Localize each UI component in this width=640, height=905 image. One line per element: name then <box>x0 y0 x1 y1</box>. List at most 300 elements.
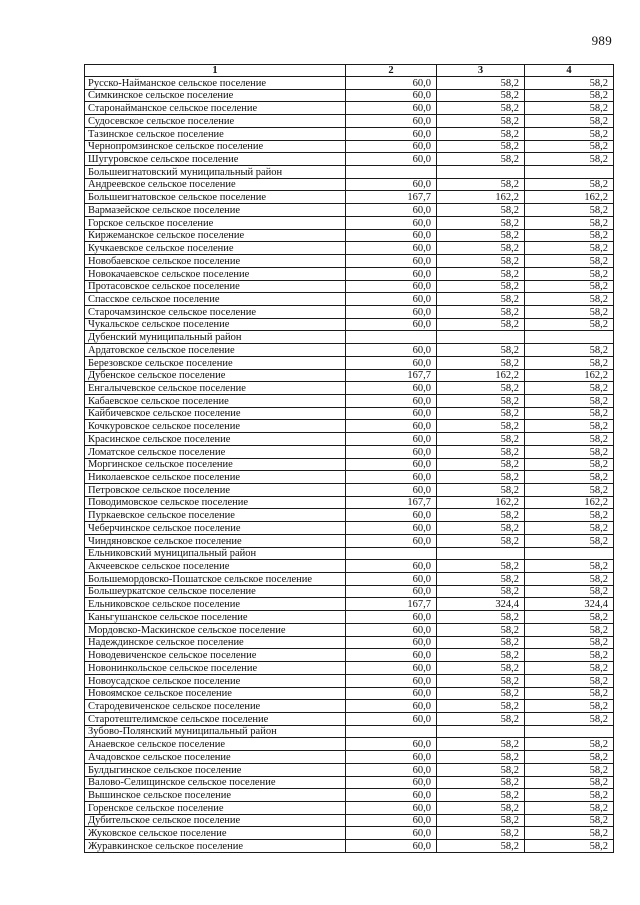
table-header <box>85 65 614 77</box>
col2-value: 60,0 <box>346 534 437 547</box>
col4-value: 58,2 <box>525 674 614 687</box>
col2-value: 60,0 <box>346 356 437 369</box>
header-row <box>85 65 614 77</box>
col3-value: 58,2 <box>437 216 525 229</box>
table-row <box>85 827 614 840</box>
settlement-name: Дубительское сельское поселение <box>85 814 346 827</box>
col4-value: 58,2 <box>525 712 614 725</box>
settlement-name: Новонинкольское сельское поселение <box>85 662 346 675</box>
col3-value: 58,2 <box>437 662 525 675</box>
table-row <box>85 623 614 636</box>
col2-value: 60,0 <box>346 738 437 751</box>
empty-cell <box>437 725 525 738</box>
col3-value: 58,2 <box>437 318 525 331</box>
col2-value: 60,0 <box>346 814 437 827</box>
settlement-name: Новобаевское сельское поселение <box>85 255 346 268</box>
table-row <box>85 674 614 687</box>
settlement-name: Новоямское сельское поселение <box>85 687 346 700</box>
settlement-name: Горенское сельское поселение <box>85 801 346 814</box>
settlement-name: Петровское сельское поселение <box>85 484 346 497</box>
table-row <box>85 585 614 598</box>
col3-value: 58,2 <box>437 522 525 535</box>
settlement-name: Пуркаевское сельское поселение <box>85 509 346 522</box>
col4-value: 58,2 <box>525 255 614 268</box>
table-row <box>85 471 614 484</box>
settlement-name: Новоусадское сельское поселение <box>85 674 346 687</box>
col2-value: 60,0 <box>346 522 437 535</box>
table-row <box>85 115 614 128</box>
col4-value: 58,2 <box>525 445 614 458</box>
col3-value: 58,2 <box>437 509 525 522</box>
settlement-name: Валово-Селищинское сельское поселение <box>85 776 346 789</box>
col2-value: 60,0 <box>346 662 437 675</box>
page-number: 989 <box>591 33 612 48</box>
col4-value: 58,2 <box>525 394 614 407</box>
settlement-name: Вышинское сельское поселение <box>85 789 346 802</box>
empty-cell <box>437 331 525 344</box>
col2-value: 60,0 <box>346 471 437 484</box>
col3-value: 58,2 <box>437 420 525 433</box>
col3-value: 162,2 <box>437 496 525 509</box>
table-row <box>85 407 614 420</box>
col2-value: 60,0 <box>346 77 437 90</box>
table-row <box>85 840 614 853</box>
settlement-name: Старочамзинское сельское поселение <box>85 305 346 318</box>
settlement-name: Новокачаевское сельское поселение <box>85 267 346 280</box>
col4-value: 58,2 <box>525 636 614 649</box>
col4-value: 58,2 <box>525 458 614 471</box>
col4-value: 58,2 <box>525 611 614 624</box>
col4-value: 58,2 <box>525 471 614 484</box>
table-row <box>85 344 614 357</box>
col4-value: 58,2 <box>525 623 614 636</box>
table-row <box>85 394 614 407</box>
col2-value: 60,0 <box>346 611 437 624</box>
col2-value: 60,0 <box>346 445 437 458</box>
col3-value: 58,2 <box>437 356 525 369</box>
empty-cell <box>525 331 614 344</box>
col4-value: 162,2 <box>525 369 614 382</box>
district-name: Ельниковский муниципальный район <box>85 547 346 560</box>
settlement-name: Чукальское сельское поселение <box>85 318 346 331</box>
col2-value: 60,0 <box>346 242 437 255</box>
col2-value: 60,0 <box>346 712 437 725</box>
table-row <box>85 484 614 497</box>
settlement-name: Судосевское сельское поселение <box>85 115 346 128</box>
district-row <box>85 331 614 344</box>
col2-value: 60,0 <box>346 204 437 217</box>
table-row <box>85 89 614 102</box>
col3-value: 58,2 <box>437 382 525 395</box>
col4-value: 58,2 <box>525 814 614 827</box>
table-row <box>85 178 614 191</box>
settlement-name: Надеждинское сельское поселение <box>85 636 346 649</box>
col2-value: 60,0 <box>346 636 437 649</box>
col2-value: 60,0 <box>346 89 437 102</box>
col4-value: 58,2 <box>525 140 614 153</box>
col2-value: 60,0 <box>346 293 437 306</box>
col3-value: 58,2 <box>437 127 525 140</box>
empty-cell <box>437 547 525 560</box>
settlement-name: Горское сельское поселение <box>85 216 346 229</box>
district-name: Большеигнатовский муниципальный район <box>85 166 346 179</box>
column-3-number: 3 <box>437 65 525 77</box>
col2-value: 167,7 <box>346 191 437 204</box>
col2-value: 60,0 <box>346 623 437 636</box>
settlement-name: Журавкинское сельское поселение <box>85 840 346 853</box>
col4-value: 162,2 <box>525 191 614 204</box>
col3-value: 58,2 <box>437 140 525 153</box>
settlement-name: Чернопромзинское сельское поселение <box>85 140 346 153</box>
settlement-name: Симкинское сельское поселение <box>85 89 346 102</box>
col2-value: 60,0 <box>346 700 437 713</box>
settlement-name: Протасовское сельское поселение <box>85 280 346 293</box>
settlement-name: Енгалычевское сельское поселение <box>85 382 346 395</box>
col3-value: 58,2 <box>437 585 525 598</box>
table-row <box>85 102 614 115</box>
col3-value: 58,2 <box>437 394 525 407</box>
col2-value: 60,0 <box>346 585 437 598</box>
col3-value: 58,2 <box>437 433 525 446</box>
col2-value: 60,0 <box>346 407 437 420</box>
col2-value: 60,0 <box>346 305 437 318</box>
col4-value: 58,2 <box>525 77 614 90</box>
table-row <box>85 305 614 318</box>
col2-value: 60,0 <box>346 420 437 433</box>
table-row <box>85 445 614 458</box>
table-row <box>85 534 614 547</box>
settlement-name: Шугуровское сельское поселение <box>85 153 346 166</box>
table-row <box>85 255 614 268</box>
settlement-name: Большемордовско-Пошатское сельское поселение <box>85 573 346 586</box>
col4-value: 58,2 <box>525 115 614 128</box>
col2-value: 60,0 <box>346 801 437 814</box>
table-row <box>85 751 614 764</box>
col2-value: 60,0 <box>346 267 437 280</box>
settlement-name: Анаевское сельское поселение <box>85 738 346 751</box>
col4-value: 58,2 <box>525 789 614 802</box>
col3-value: 58,2 <box>437 573 525 586</box>
settlement-name: Чеберчинское сельское поселение <box>85 522 346 535</box>
col4-value: 58,2 <box>525 178 614 191</box>
col2-value: 60,0 <box>346 318 437 331</box>
district-name: Дубенский муниципальный район <box>85 331 346 344</box>
col4-value: 58,2 <box>525 751 614 764</box>
col4-value: 58,2 <box>525 522 614 535</box>
col3-value: 58,2 <box>437 115 525 128</box>
table-row <box>85 712 614 725</box>
col2-value: 60,0 <box>346 776 437 789</box>
table-row <box>85 77 614 90</box>
col3-value: 162,2 <box>437 369 525 382</box>
table-row <box>85 509 614 522</box>
table-row <box>85 191 614 204</box>
col2-value: 60,0 <box>346 255 437 268</box>
col2-value: 60,0 <box>346 763 437 776</box>
col3-value: 58,2 <box>437 751 525 764</box>
table-row <box>85 611 614 624</box>
col4-value: 58,2 <box>525 382 614 395</box>
table-row <box>85 153 614 166</box>
empty-cell <box>525 725 614 738</box>
col2-value: 60,0 <box>346 102 437 115</box>
settlement-name: Кучкаевское сельское поселение <box>85 242 346 255</box>
col4-value: 58,2 <box>525 801 614 814</box>
col4-value: 58,2 <box>525 560 614 573</box>
table-row <box>85 229 614 242</box>
table-row <box>85 369 614 382</box>
col2-value: 60,0 <box>346 394 437 407</box>
col3-value: 58,2 <box>437 776 525 789</box>
col3-value: 58,2 <box>437 178 525 191</box>
col3-value: 58,2 <box>437 445 525 458</box>
col4-value: 58,2 <box>525 407 614 420</box>
table-row <box>85 801 614 814</box>
settlement-name: Кайбичевское сельское поселение <box>85 407 346 420</box>
table-row <box>85 420 614 433</box>
empty-cell <box>346 166 437 179</box>
table-row <box>85 280 614 293</box>
table-row <box>85 687 614 700</box>
table-row <box>85 814 614 827</box>
table-row <box>85 776 614 789</box>
col2-value: 60,0 <box>346 178 437 191</box>
col4-value: 58,2 <box>525 293 614 306</box>
settlement-name: Акчеевское сельское поселение <box>85 560 346 573</box>
table-row <box>85 127 614 140</box>
col4-value: 58,2 <box>525 280 614 293</box>
col3-value: 58,2 <box>437 153 525 166</box>
col3-value: 58,2 <box>437 560 525 573</box>
settlement-name: Кочкуровское сельское поселение <box>85 420 346 433</box>
col2-value: 60,0 <box>346 127 437 140</box>
column-2-number: 2 <box>346 65 437 77</box>
district-row <box>85 547 614 560</box>
table-row <box>85 636 614 649</box>
col4-value: 58,2 <box>525 356 614 369</box>
table-body <box>85 77 614 853</box>
col2-value: 60,0 <box>346 509 437 522</box>
col3-value: 58,2 <box>437 649 525 662</box>
budget-table <box>84 64 614 853</box>
col3-value: 58,2 <box>437 738 525 751</box>
settlement-name: Андреевское сельское поселение <box>85 178 346 191</box>
settlement-name: Большеигнатовское сельское поселение <box>85 191 346 204</box>
col2-value: 60,0 <box>346 458 437 471</box>
col2-value: 60,0 <box>346 140 437 153</box>
col2-value: 167,7 <box>346 369 437 382</box>
col3-value: 58,2 <box>437 102 525 115</box>
col3-value: 58,2 <box>437 89 525 102</box>
col2-value: 167,7 <box>346 496 437 509</box>
col2-value: 60,0 <box>346 153 437 166</box>
col2-value: 60,0 <box>346 674 437 687</box>
col4-value: 58,2 <box>525 344 614 357</box>
col2-value: 60,0 <box>346 382 437 395</box>
table-row <box>85 522 614 535</box>
empty-cell <box>525 547 614 560</box>
settlement-name: Вармазейское сельское поселение <box>85 204 346 217</box>
col4-value: 58,2 <box>525 534 614 547</box>
col2-value: 60,0 <box>346 115 437 128</box>
settlement-name: Мордовско-Маскинское сельское поселение <box>85 623 346 636</box>
table-row <box>85 356 614 369</box>
settlement-name: Ардатовское сельское поселение <box>85 344 346 357</box>
settlement-name: Ломатское сельское поселение <box>85 445 346 458</box>
col4-value: 58,2 <box>525 649 614 662</box>
table-row <box>85 267 614 280</box>
settlement-name: Спасское сельское поселение <box>85 293 346 306</box>
col4-value: 162,2 <box>525 496 614 509</box>
col2-value: 60,0 <box>346 484 437 497</box>
table-row <box>85 560 614 573</box>
col4-value: 58,2 <box>525 153 614 166</box>
col4-value: 58,2 <box>525 229 614 242</box>
table-row <box>85 204 614 217</box>
settlement-name: Березовское сельское поселение <box>85 356 346 369</box>
col2-value: 60,0 <box>346 216 437 229</box>
column-1-number: 1 <box>85 65 346 77</box>
settlement-name: Моргинское сельское поселение <box>85 458 346 471</box>
settlement-name: Жуковское сельское поселение <box>85 827 346 840</box>
col3-value: 58,2 <box>437 344 525 357</box>
col3-value: 58,2 <box>437 471 525 484</box>
table-row <box>85 789 614 802</box>
col4-value: 58,2 <box>525 585 614 598</box>
col4-value: 58,2 <box>525 305 614 318</box>
table-row <box>85 433 614 446</box>
col4-value: 58,2 <box>525 509 614 522</box>
col3-value: 58,2 <box>437 763 525 776</box>
settlement-name: Кабаевское сельское поселение <box>85 394 346 407</box>
col3-value: 324,4 <box>437 598 525 611</box>
col3-value: 58,2 <box>437 789 525 802</box>
table-row <box>85 738 614 751</box>
table-row <box>85 573 614 586</box>
empty-cell <box>525 166 614 179</box>
col3-value: 58,2 <box>437 77 525 90</box>
col3-value: 58,2 <box>437 534 525 547</box>
district-row <box>85 166 614 179</box>
table-row <box>85 293 614 306</box>
col3-value: 58,2 <box>437 827 525 840</box>
col3-value: 58,2 <box>437 229 525 242</box>
col3-value: 58,2 <box>437 687 525 700</box>
settlement-name: Николаевское сельское поселение <box>85 471 346 484</box>
table-row <box>85 662 614 675</box>
empty-cell <box>346 725 437 738</box>
col3-value: 58,2 <box>437 242 525 255</box>
settlement-name: Красинское сельское поселение <box>85 433 346 446</box>
settlement-name: Старотештелимское сельское поселение <box>85 712 346 725</box>
table-row <box>85 598 614 611</box>
col4-value: 58,2 <box>525 127 614 140</box>
col4-value: 58,2 <box>525 242 614 255</box>
col4-value: 58,2 <box>525 700 614 713</box>
col3-value: 162,2 <box>437 191 525 204</box>
district-name: Зубово-Полянский муниципальный район <box>85 725 346 738</box>
col3-value: 58,2 <box>437 700 525 713</box>
col3-value: 58,2 <box>437 280 525 293</box>
empty-cell <box>437 166 525 179</box>
col3-value: 58,2 <box>437 623 525 636</box>
settlement-name: Дубенское сельское поселение <box>85 369 346 382</box>
settlement-name: Новодевиченское сельское поселение <box>85 649 346 662</box>
table-row <box>85 649 614 662</box>
col4-value: 58,2 <box>525 827 614 840</box>
empty-cell <box>346 331 437 344</box>
col3-value: 58,2 <box>437 204 525 217</box>
col4-value: 324,4 <box>525 598 614 611</box>
col4-value: 58,2 <box>525 89 614 102</box>
col4-value: 58,2 <box>525 267 614 280</box>
col2-value: 60,0 <box>346 229 437 242</box>
settlement-name: Старонайманское сельское поселение <box>85 102 346 115</box>
col2-value: 60,0 <box>346 827 437 840</box>
table-row <box>85 140 614 153</box>
table-row <box>85 216 614 229</box>
settlement-name: Киржеманское сельское поселение <box>85 229 346 242</box>
settlement-name: Поводимовское сельское поселение <box>85 496 346 509</box>
col3-value: 58,2 <box>437 674 525 687</box>
col3-value: 58,2 <box>437 407 525 420</box>
col2-value: 60,0 <box>346 573 437 586</box>
col4-value: 58,2 <box>525 738 614 751</box>
col3-value: 58,2 <box>437 636 525 649</box>
col4-value: 58,2 <box>525 318 614 331</box>
table-row <box>85 458 614 471</box>
col3-value: 58,2 <box>437 840 525 853</box>
settlement-name: Стародевиченское сельское поселение <box>85 700 346 713</box>
table-row <box>85 700 614 713</box>
table-row <box>85 382 614 395</box>
col4-value: 58,2 <box>525 662 614 675</box>
col4-value: 58,2 <box>525 102 614 115</box>
col3-value: 58,2 <box>437 293 525 306</box>
empty-cell <box>346 547 437 560</box>
column-4-number: 4 <box>525 65 614 77</box>
col4-value: 58,2 <box>525 420 614 433</box>
col3-value: 58,2 <box>437 814 525 827</box>
col4-value: 58,2 <box>525 484 614 497</box>
col2-value: 60,0 <box>346 649 437 662</box>
col3-value: 58,2 <box>437 611 525 624</box>
col4-value: 58,2 <box>525 216 614 229</box>
col2-value: 167,7 <box>346 598 437 611</box>
col4-value: 58,2 <box>525 687 614 700</box>
settlement-name: Чиндяновское сельское поселение <box>85 534 346 547</box>
col2-value: 60,0 <box>346 751 437 764</box>
col3-value: 58,2 <box>437 267 525 280</box>
col2-value: 60,0 <box>346 687 437 700</box>
table-row <box>85 318 614 331</box>
col3-value: 58,2 <box>437 255 525 268</box>
col3-value: 58,2 <box>437 712 525 725</box>
col3-value: 58,2 <box>437 801 525 814</box>
table-row <box>85 242 614 255</box>
col3-value: 58,2 <box>437 484 525 497</box>
col2-value: 60,0 <box>346 280 437 293</box>
col2-value: 60,0 <box>346 789 437 802</box>
col4-value: 58,2 <box>525 776 614 789</box>
settlement-name: Каньгушанское сельское поселение <box>85 611 346 624</box>
col4-value: 58,2 <box>525 763 614 776</box>
col2-value: 60,0 <box>346 560 437 573</box>
settlement-name: Русско-Найманское сельское поселение <box>85 77 346 90</box>
col4-value: 58,2 <box>525 840 614 853</box>
col4-value: 58,2 <box>525 204 614 217</box>
col2-value: 60,0 <box>346 840 437 853</box>
